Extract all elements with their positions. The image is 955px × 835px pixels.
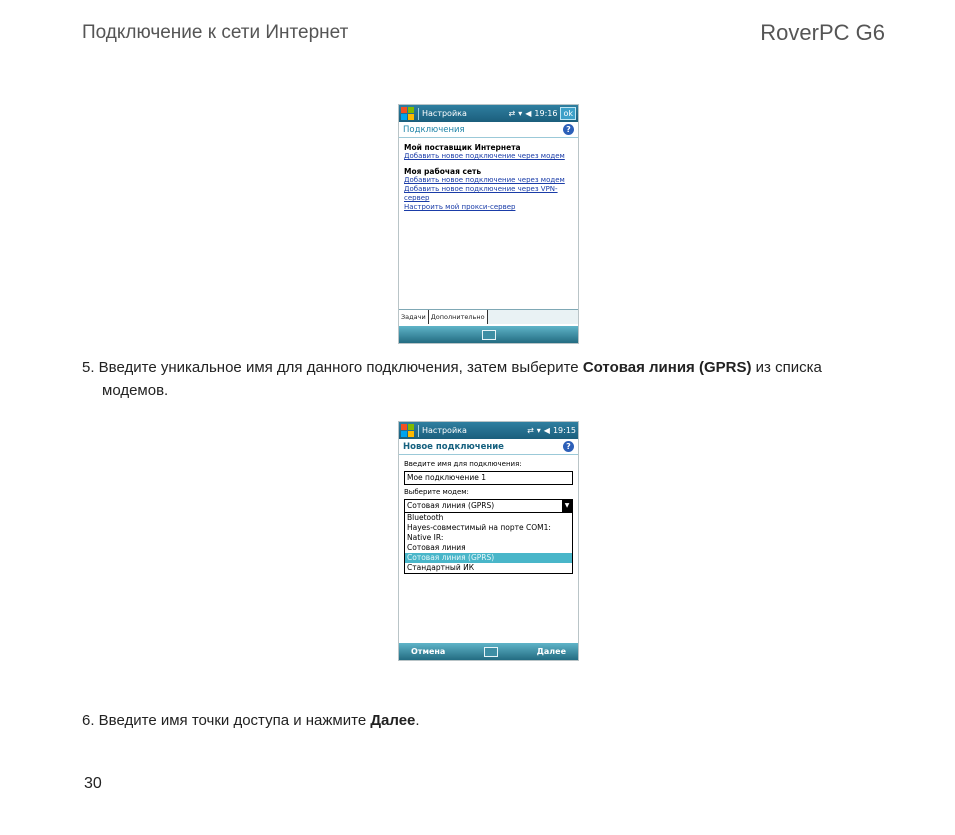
modem-option[interactable]: Bluetooth	[407, 513, 444, 522]
screen-subtitle	[399, 439, 578, 455]
modem-options-list	[404, 513, 573, 574]
clock[interactable]: 19:16	[534, 109, 558, 118]
start-icon[interactable]	[401, 107, 414, 120]
keyboard-icon[interactable]	[482, 330, 496, 340]
step-6	[82, 709, 420, 732]
modem-label: Выберите модем:	[404, 488, 469, 496]
subtitle-text: Новое подключение	[403, 441, 504, 452]
step5-text: 5. Введите уникальное имя для данного подключения, затем выберите	[82, 359, 583, 376]
soft-key-bar	[399, 326, 578, 343]
next-button[interactable]: Далее	[536, 647, 566, 656]
document-header-device: RoverPC G6	[760, 20, 885, 45]
section-isp-heading: Мой поставщик Интернета	[404, 143, 521, 152]
section-work-heading: Моя рабочая сеть	[404, 167, 482, 176]
modem-option[interactable]: Hayes-совместимый на порте COM1:	[407, 523, 551, 532]
title-bar	[399, 422, 578, 439]
tab-tasks[interactable]: Задачи	[399, 310, 429, 324]
modem-option-selected[interactable]: Сотовая линия (GPRS)	[405, 553, 572, 563]
step5-bold: Сотовая линия (GPRS)	[582, 359, 752, 376]
step6-bold: Далее	[370, 712, 416, 729]
cancel-button[interactable]: Отмена	[411, 647, 446, 656]
work-add-vpn-link[interactable]: Добавить новое подключение через VPN-сервер	[404, 185, 558, 202]
soft-key-bar	[399, 643, 578, 660]
step6-end: .	[415, 712, 420, 729]
connectivity-icon[interactable]: ⇄	[508, 109, 516, 118]
modem-select[interactable]	[404, 499, 573, 513]
chevron-down-icon[interactable]: ▼	[562, 500, 572, 512]
help-icon[interactable]: ?	[563, 441, 574, 452]
document-header-title: Подключение к сети Интернет	[82, 22, 349, 43]
ok-button[interactable]: ok	[560, 107, 576, 120]
step6-text: 6. Введите имя точки доступа и нажмите	[82, 712, 371, 729]
name-label: Введите имя для подключения:	[404, 460, 522, 468]
title-bar	[399, 105, 578, 122]
step5-text-after: из списка	[751, 359, 822, 376]
modem-option[interactable]: Сотовая линия	[407, 543, 466, 552]
tab-strip	[399, 309, 578, 324]
connections-list	[399, 138, 578, 214]
volume-icon[interactable]: ◀	[525, 109, 532, 118]
app-title: Настройка	[422, 109, 467, 118]
tab-advanced[interactable]: Дополнительно	[429, 310, 488, 324]
connection-name-field[interactable]: Мое подключение 1	[404, 471, 573, 485]
start-icon[interactable]	[401, 424, 414, 437]
modem-option[interactable]: Стандартный ИК	[407, 563, 475, 572]
screenshot-connections	[398, 104, 579, 344]
page-number: 30	[84, 775, 102, 792]
signal-icon[interactable]: ▾	[536, 426, 541, 435]
connectivity-icon[interactable]: ⇄	[527, 426, 534, 435]
work-proxy-link[interactable]: Настроить мой прокси-сервер	[404, 203, 516, 211]
screenshot-new-connection	[398, 421, 579, 661]
new-connection-form	[399, 455, 578, 576]
isp-add-modem-link[interactable]: Добавить новое подключение через модем	[404, 152, 565, 160]
subtitle-text: Подключения	[403, 124, 465, 135]
step5-line2: модемов.	[102, 382, 169, 399]
step-5	[82, 356, 822, 402]
keyboard-icon[interactable]	[484, 647, 498, 657]
clock[interactable]: 19:15	[552, 426, 576, 435]
volume-icon[interactable]: ◀	[543, 426, 550, 435]
modem-selected-value: Сотовая линия (GPRS)	[407, 501, 495, 510]
work-add-modem-link[interactable]: Добавить новое подключение через модем	[404, 176, 565, 184]
help-icon[interactable]: ?	[563, 124, 574, 135]
modem-option[interactable]: Native IR:	[407, 533, 444, 542]
app-title: Настройка	[422, 426, 467, 435]
signal-icon[interactable]: ▾	[518, 109, 523, 118]
screen-subtitle	[399, 122, 578, 138]
